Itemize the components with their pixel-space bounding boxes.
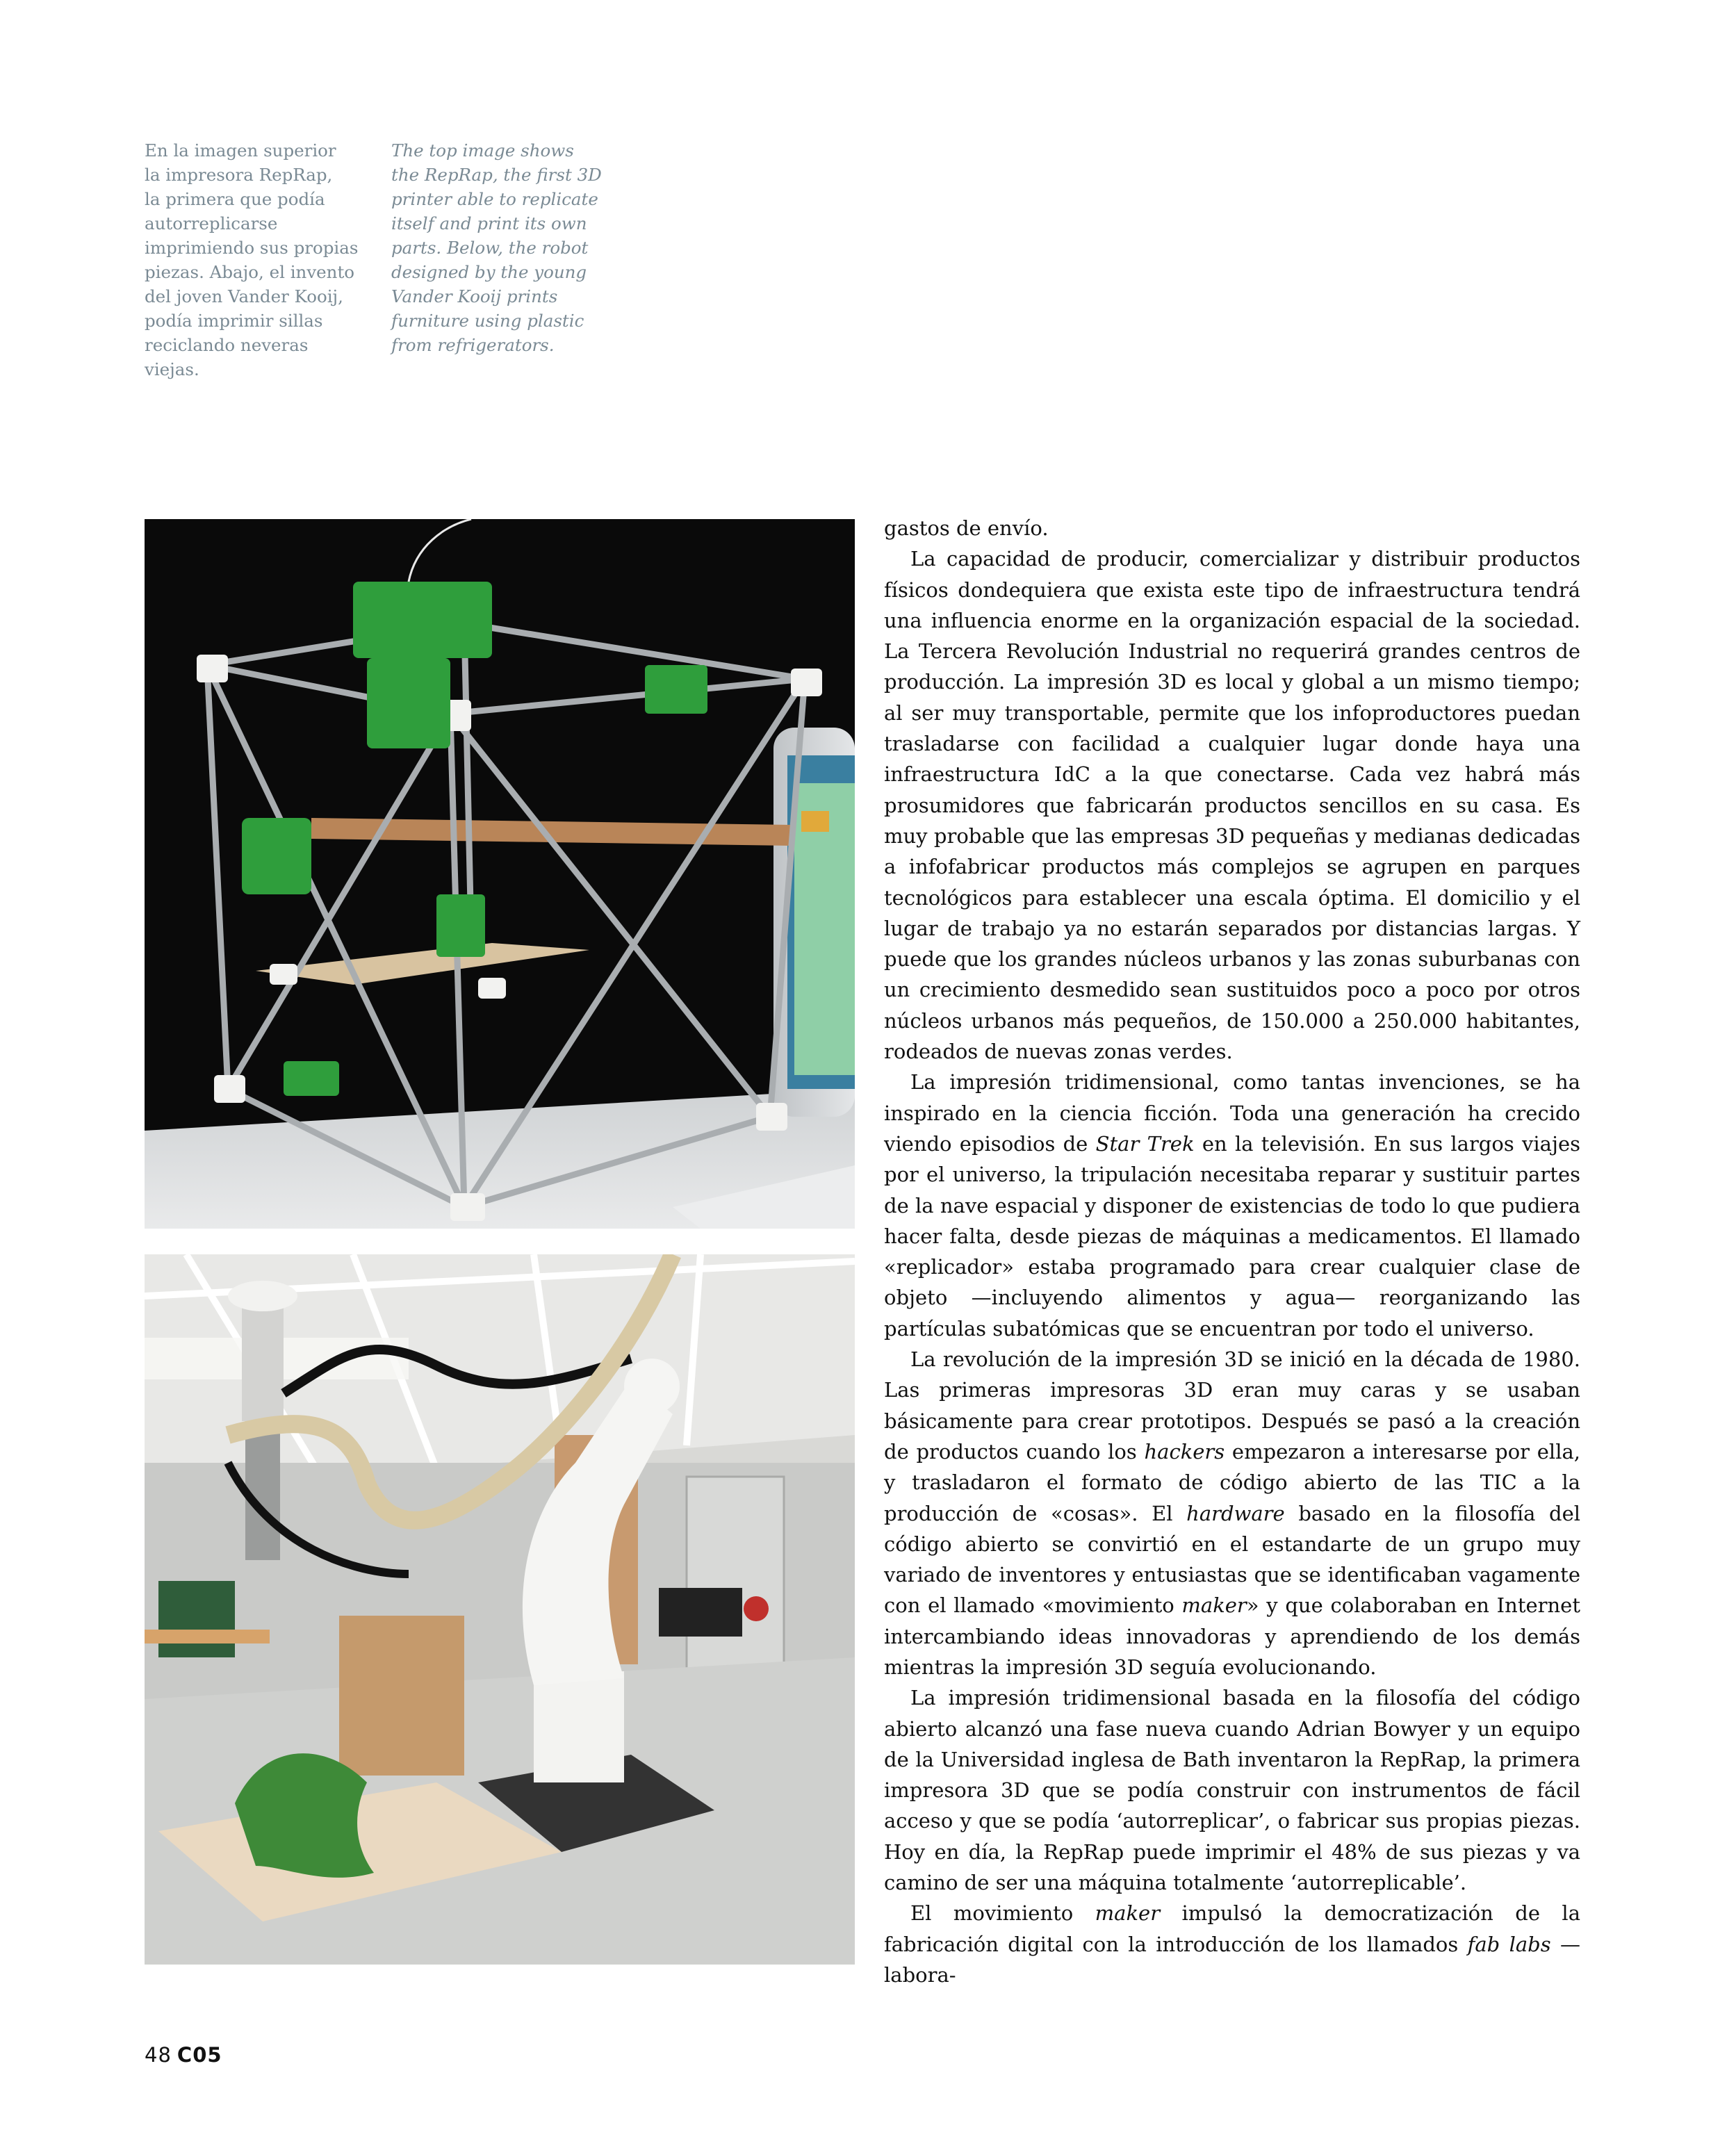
robot-arm-illustration xyxy=(145,1254,855,1965)
emphasis: hackers xyxy=(1144,1439,1225,1464)
paragraph: La revolución de la impresión 3D se inició en la década de 1980. Las primeras impresoras 3D eran muy caras y se usaban básicamente para crear prototipos. Después se pasó a la creación de productos cuando los hackers empezaron a interesarse por ella, y trasladaron el formato de código abierto de las TIC a la producción de «cosas». El hardware basado en la filosofía del código abierto se convirtió en el estandarte de un grupo muy variado de inventores y entusiastas que se identificaban vagamente con el llamado «movimiento maker» y que colaboraban en Internet intercambiando ideas innovadoras y aprendiendo de los demás mientras la impresión 3D seguía evolucionando. xyxy=(884,1347,1581,1679)
caption-spanish: En la imagen superior la impresora RepRap, la primera que podía autorreplicarse imprimiendo sus propias piezas. Abajo, el invento del joven Vander Kooij, podía imprimir sillas reciclando neveras viejas. xyxy=(145,140,359,379)
paragraph: gastos de envío. xyxy=(884,516,1049,540)
page-number: 48 xyxy=(145,2043,172,2067)
paragraph: La capacidad de producir, comercializar y distribuir productos físicos dondequiera que exista este tipo de infraestructura tendrá una influencia enorme en la organización espacial de la sociedad. La Tercera Revolución Industrial no requerirá grandes centros de producción. La impresión 3D es local y global a un mismo tiempo; al ser muy transportable, permite que los infoproductores puedan trasladarse con facilidad a cualquier lugar donde haya una infraestructura IdC a la que conectarse. Cada vez habrá más prosumidores que fabricarán productos sencillos en su casa. Es muy probable que las empresas 3D pequeñas y medianas dedicadas a infofabricar productos más complejos se agrupen en parques tecnológicos para establecer una escala óptima. El domicilio y el lugar de trabajo ya no estarán separados por distancias largas. Y puede que los grandes núcleos urbanos y las zonas suburbanas con un crecimiento desmedido sean sustituidos poco a poco por otros núcleos urbanos más pequeños, de 150.000 a 250.000 habitantes, rodeados de nuevas zonas verdes. xyxy=(884,547,1580,1064)
emphasis: hardware xyxy=(1186,1501,1285,1525)
emphasis: maker xyxy=(1181,1593,1247,1618)
paragraph: La impresión tridimensional, como tantas invenciones, se ha inspirado en la ciencia ficción. Toda una generación ha crecido viendo episodios de Star Trek en la televisión. En sus largos viajes por el universo, la tripulación necesitaba reparar y sustituir partes de la nave espacial y disponer de existencias de todo lo que pudiera hacer falta, desde piezas de máquinas a medicamentos. El llamado «replicador» estaba programado para crear cualquier clase de objeto —incluyendo alimentos y agua— reorganizando las partículas subatómicas que se encuentran por todo el universo. xyxy=(884,1070,1580,1341)
reprap-printer-illustration xyxy=(145,519,855,1229)
emphasis: Star Trek xyxy=(1095,1131,1195,1156)
emphasis: maker xyxy=(1095,1901,1161,1926)
page-footer xyxy=(145,2043,222,2067)
section-label: C05 xyxy=(177,2043,222,2067)
article-body xyxy=(884,513,1580,1990)
emphasis: fab labs xyxy=(1467,1932,1551,1956)
paragraph: La impresión tridimensional basada en la filosofía del código abierto alcanzó una fase nueva cuando Adrian Bowyer y un equipo de la Universidad inglesa de Bath inventaron la RepRap, la primera impresora 3D que se podía construir con instrumentos de fácil acceso y que se podía ‘autorreplicar’, o fabricar sus propias piezas. Hoy en día, la RepRap puede imprimir el 48% de sus piezas y va camino de ser una máquina totalmente ‘autorreplicable’. xyxy=(884,1686,1580,1895)
caption-english: The top image shows the RepRap, the first 3D printer able to replicate itself and print its own parts. Below, the robot designed by the young Vander Kooij prints furniture using plastic from refrigerators. xyxy=(391,140,602,355)
paragraph: El movimiento maker impulsó la democratización de la fabricación digital con la introducción de los llamados fab labs —labora- xyxy=(884,1901,1580,1987)
robot-arm-printer-photo xyxy=(145,1254,855,1965)
reprap-printer-photo xyxy=(145,519,855,1229)
